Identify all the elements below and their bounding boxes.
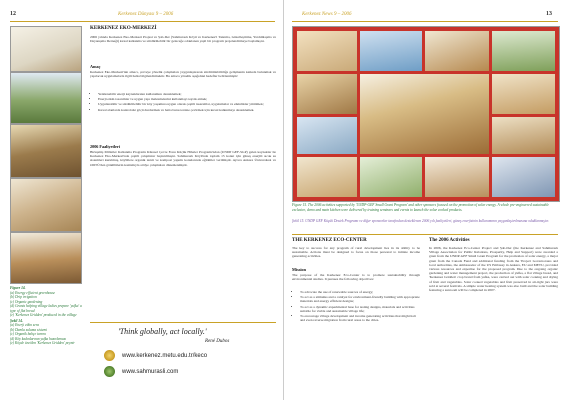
- greenhouse-photo: [10, 26, 82, 72]
- mission-title: Mission: [292, 267, 306, 272]
- quote-author: René Dubos: [205, 339, 230, 344]
- sahmurasli-logo: [104, 366, 115, 377]
- collage-photo: [492, 74, 555, 114]
- page-number: 12: [10, 11, 16, 17]
- collage-photo: [425, 157, 489, 197]
- url-kerkenez[interactable]: www.kerkenez.metu.edu.tr/keco: [122, 353, 208, 359]
- intro-paragraph: 2006 yılında Kerkenez Eko-Merkezi Projesi ve Şab-Der (Sahmuraslı Köyü ve Kerkenez'i Tanıtma, Güzelleştirme, Yardımlaşma ve Dayanışma Derneği) kırsal kalkınma ve sürdürülebilir bir geleceğe odaklanan yeşil bir program projelendirmeye başlamıştır.: [90, 35, 276, 44]
- bullet-item: • To act as a dynamic experimental base for testing designs, materials and activities suitable for viable and sustainable village life;: [300, 305, 420, 313]
- amac-paragraph: Kerkenez Eko-Merkezi'nin amacı, çevreye yönelik çalışmaları yaygınlaştırarak sürdürülebilirliğe gelişmenin katkıda bulunmak ve yapılacak uygulamalarla ilgili halkı bilgilendirmektir. Bu amaca yönelik aşağıdaki hedefler belirlenmiştir:: [90, 70, 276, 79]
- collage-photo: [297, 117, 357, 154]
- caption-line: (c) Organic gardening: [10, 299, 43, 304]
- kerkenez-logo: [104, 350, 115, 361]
- quote-rule: [90, 322, 276, 323]
- running-header: Kerkenez Dünyası 9 – 2006: [118, 12, 174, 17]
- bullet-item: • Uygulanabilir ve sürdürülebilir bir köy yaşamına uygun olarak çeşitli tasarımlar, uygulamalar ve etkinlikler yürütmek;: [98, 102, 276, 106]
- header-rule: [10, 21, 275, 22]
- collage-photo: [297, 31, 357, 71]
- mission-bullets: [292, 290, 420, 323]
- bullet-item: • To act as a stimulus and a catalyst for environment-friendly building with appropriate materials and energy efficient designs;: [300, 295, 420, 303]
- caption-line: (c) Organik bahçe tarımı: [10, 332, 46, 336]
- bullet-item: • Yenilenebilir enerji kaynaklarının kullanımını desteklemek;: [98, 92, 276, 96]
- quote-text: 'Think globally, act locally.': [118, 327, 207, 336]
- page-number: 13: [546, 11, 552, 17]
- kerkenez-gridden-photo: [10, 232, 82, 284]
- running-header: Kerkenez News 9 – 2006: [302, 12, 352, 17]
- eco-center-title: THE KERKENEZ ECO-CENTER: [292, 238, 367, 243]
- collage-photo: [297, 157, 357, 197]
- eco-center-intro: The key to success for any program of rural development lies in its ability to be sustainable. Actions must be designed to focus on those personal to initiate income generating activities.: [292, 246, 420, 259]
- url-sahmurasli[interactable]: www.sahmurasli.com: [122, 369, 179, 375]
- caption-line: (d) Köy kadınlarının yufka hazırlaması: [10, 336, 67, 341]
- collage-photo: [360, 157, 422, 197]
- amac-bullets: [90, 92, 276, 113]
- activities-2006-title: The 2006 Activities: [429, 238, 470, 243]
- caption-line: (b) Damla sulama sistemi: [10, 327, 48, 332]
- section-title: KERKENEZ EKO-MERKEZİ: [90, 26, 157, 31]
- collage-photo: [492, 157, 555, 197]
- activities-paragraph: Birleşmiş Milletler Kalkınma Programı Küresel Çevre Fonu Küçük Hibeler Programı'ndan (UNDP GEF-SGP) gelen kaynaklar ile Kerkenez Eko-Merkezi'nde çeşitli çalışmalar başlatılmıştır. Sahmuraslı Köyü'nde toplam 15 konut için güneş enerjili sıcak su sistemleri kurulmuş, köylülere organik tarım ve kompost yapımı konularında eğitimler verilmiştir. Ayrıca Ankara Üniversitesi ve ODTÜ'den gönüllülerin katılımıyla atölye çalışmaları düzenlenmiştir.: [90, 150, 276, 167]
- figure-15-caption-tr: Şekil 15. UNDP GEF Küçük Destek Programı ve diğer sponsorlar tarafından desteklenen 2006 yılı faaliyetleri, güneş enerjisinin kullanımının yaygınlaştırılmasına odaklanmıştır.: [292, 219, 549, 223]
- section-rule: [292, 234, 558, 235]
- collage-photo: [425, 31, 489, 71]
- collage-photo: [492, 117, 555, 154]
- bullet-item: • To encourage village development and income generating activities that might halt and even reverse migration from rural areas to the cities.: [300, 314, 420, 322]
- collage-photo: [297, 74, 357, 114]
- header-rule: [292, 21, 558, 22]
- photo-captions: [10, 286, 82, 346]
- activities-title: 2006 Faaliyetleri: [90, 144, 120, 149]
- caption-line: (a) Energy efficient greenhouse: [10, 290, 56, 295]
- caption-line: (e) 'Kerkenez Gridden' produced in the village: [10, 313, 77, 317]
- organic-garden-photo: [10, 124, 82, 178]
- figure-15-caption-en: Figure 15. The 2006 activities supported by 'UNDP-GEF Small Grant Program' and other sponsors focused on the promotion of solar energy. A whole pre-engineered sustainable exclusive, demo and main kitchen were delivered by training seminars and events to launch the solar cooked products.: [292, 203, 549, 212]
- collage-photo: [492, 31, 555, 71]
- right-page: [284, 0, 567, 400]
- amac-title: Amaç: [90, 64, 101, 69]
- photo-collage: [292, 26, 560, 202]
- mission-paragraph: The purpose of the Kerkenez Eco-Center is to promote sustainability through environmental studies. It pursues the following objectives:: [292, 273, 420, 282]
- caption-line: Figure 14.: [10, 286, 26, 290]
- collage-photo: [360, 31, 422, 71]
- drip-irrigation-photo: [10, 72, 82, 124]
- activities-2006-paragraph: In 2006, the Kerkenez Eco-Center Project and Şab-Der (the Kerkenez and Sahmuraslı Village Association for Public Relations, Prosperity, Help and Support) were awarded a grant from the UNDP-GEF Small Grant Program for the promotion of solar energy, a major grant from the Canada Fund and additional funding from the 'Project Governorates and local authorities, the Ambassador of the US Embassy in Ankara, EU and METU, provided various resources and expertise for the proposed program. Due to the ongoing organic gardening and water management project, the production of yufka, a flat village bread, and 'Kerkenez Gridden' crop brand from yufka, were carried out with solar cooking and drying of fruit and vegetables. Solar cooked vegetables and fruit preserved in air-tight jars were sold at several festivals. A simple water heating system was also built and the solar building featuring a sunroom will be completed in 2007.: [429, 246, 558, 293]
- bullet-item: • Kırsal alanlarda kontrolsüz göçü durdurmak ve hatta bunu tersine çevirmek için kırsal kalkınmayı desteklemek.: [98, 108, 276, 112]
- bullet-item: • Enerji etkin tasarımlar ve uygun yapı malzemelerini kullanmayı teşvik etmek;: [98, 97, 276, 101]
- yufka-photo: [10, 178, 82, 232]
- caption-line: Şekil 14.: [10, 318, 23, 323]
- left-page: [0, 0, 283, 400]
- caption-line: (d) Grants helping village ladies prepare 'yufka' a type of flat bread: [10, 304, 82, 313]
- caption-line: (b) Drip irrigation: [10, 295, 37, 299]
- bullet-item: • To advocate the use of renewable sources of energy;: [300, 290, 420, 294]
- collage-photo-main: [360, 74, 489, 154]
- caption-line: (e) Köyde üretilen 'Kerkenez Gridden' peynir: [10, 341, 75, 345]
- caption-line: (a) Enerji etkin sera: [10, 323, 40, 327]
